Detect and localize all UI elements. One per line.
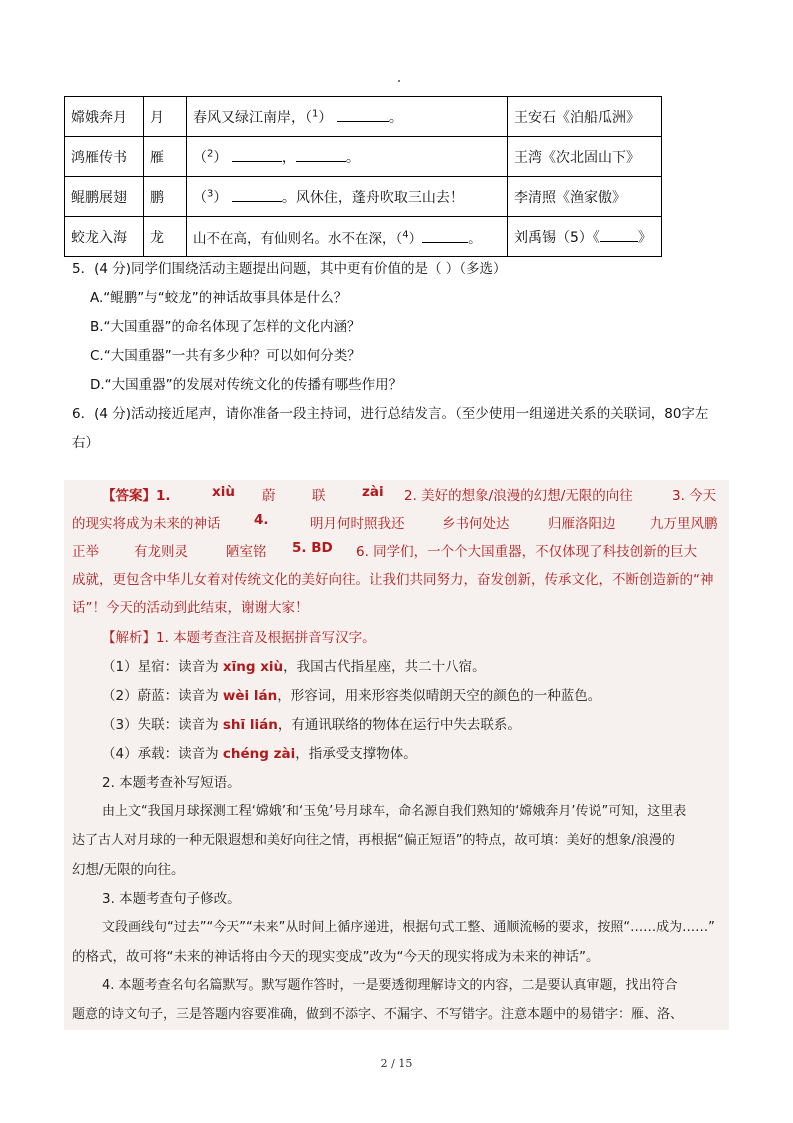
answer-blank[interactable] <box>232 147 282 162</box>
analysis-heading: 【解析】1. 本题考查注音及根据拼音写汉字。 <box>102 630 376 646</box>
answer-label: 【答案】1. <box>102 488 171 504</box>
table-cell: 王湾《次北固山下》 <box>508 137 662 177</box>
table-row <box>65 217 662 257</box>
table-cell: 春风又绿江南岸，（$^1$） 。 <box>187 97 508 137</box>
answer-text: 话”！今天的活动到此结束，谢谢大家！ <box>72 600 309 616</box>
table-cell: 刘禹锡（5）《 》 <box>508 217 662 257</box>
answer-item: 6. 同学们，一个个大国重器，不仅体现了科技创新的巨大 <box>356 544 698 560</box>
answer-item: 有龙则灵 <box>134 544 188 560</box>
table-cell: （$^3$） 。风休住，蓬舟吹取三山去！ <box>187 177 508 217</box>
answer-item: 归雁洛阳边 <box>548 516 616 532</box>
answer-item: zài <box>362 484 384 500</box>
answer-blank[interactable] <box>600 227 638 242</box>
option-b[interactable]: B.“大国重器”的命名体现了怎样的文化内涵？ <box>90 319 361 335</box>
answer-item: 九万里风鹏 <box>650 516 718 532</box>
page-mark <box>398 80 400 82</box>
answer-item: 3. 今天 <box>672 488 717 504</box>
option-d[interactable]: D.“大国重器”的发展对传统文化的传播有哪些作用？ <box>90 377 403 393</box>
answer-item: 联 <box>312 488 326 504</box>
analysis-text: 幻想/无限的向往。 <box>72 862 185 878</box>
analysis-text: 达了古人对月球的一种无限遐想和美好向往之情，再根据“偏正短语”的特点，故可填：美好的想象/浪漫的 <box>72 833 675 848</box>
answer-blank[interactable] <box>422 228 468 243</box>
table-cell: 月 <box>144 97 187 137</box>
table-cell: 王安石《泊船瓜洲》 <box>508 97 662 137</box>
table-row <box>65 177 662 217</box>
table-cell: 嫦娥奔月 <box>65 97 144 137</box>
poem-table <box>64 96 662 257</box>
question-5-stem: 5．(4 分)同学们围绕活动主题提出问题，其中更有价值的是（ ）（多选） <box>72 261 507 277</box>
table-cell: 山不在高，有仙则名。水不在深，（$^4$） 。 <box>187 217 508 257</box>
answer-item: 4. <box>254 512 269 528</box>
analysis-text: （3）失联：读音为 shī lián，有通讯联络的物体在运行中失去联系。 <box>102 717 521 733</box>
answer-blank[interactable] <box>337 107 389 122</box>
answer-item: 陋室铭 <box>226 544 267 560</box>
analysis-heading: 3. 本题考查句子修改。 <box>102 891 241 907</box>
table-cell: 雁 <box>144 137 187 177</box>
analysis-text: 题意的诗文句子，三是答题内容要准确，做到不添字、不漏字、不写错字。注意本题中的易错字：雁、洛、 <box>72 1007 684 1022</box>
question-6-line: 右） <box>72 435 99 451</box>
table-cell: 李清照《渔家傲》 <box>508 177 662 217</box>
table-cell: 鸿雁传书 <box>65 137 144 177</box>
table-cell: 鹏 <box>144 177 187 217</box>
table-cell: 龙 <box>144 217 187 257</box>
option-c[interactable]: C.“大国重器”一共有多少种？可以如何分类？ <box>90 348 361 364</box>
answer-item: xiù <box>212 484 235 500</box>
answer-item: 2. 美好的想象/浪漫的幻想/无限的向往 <box>404 488 633 504</box>
answer-item: 乡书何处达 <box>442 516 510 532</box>
page-number: 2 / 15 <box>380 1057 413 1070</box>
analysis-heading: 4. 本题考查名句名篇默写。默写题作答时，一是要透彻理解诗文的内容，二是要认真审题，找出符合 <box>102 978 678 993</box>
answer-item: 明月何时照我还 <box>310 516 405 532</box>
table-cell: （$^2$） ， 。 <box>187 137 508 177</box>
answer-blank[interactable] <box>232 187 282 202</box>
analysis-text: （1）星宿：读音为 xīng xiù，我国古代指星座，共二十八宿。 <box>102 659 486 675</box>
analysis-text: 的格式，故可将“未来的神话将由今天的现实变成”改为“今天的现实将成为未来的神话”。 <box>72 949 600 965</box>
answer-item: 蔚 <box>262 488 276 504</box>
answer-item: 的现实将成为未来的神话 <box>72 516 221 532</box>
answer-blank[interactable] <box>296 147 346 162</box>
option-a[interactable]: A.“鲲鹏”与“蛟龙”的神话故事具体是什么？ <box>90 290 348 306</box>
analysis-text: 由上文“我国月球探测工程‘嫦娥’和‘玉兔’号月球车，命名源自我们熟知的‘嫦娥奔月’传说”可知，这里表 <box>102 804 687 819</box>
table-row <box>65 97 662 137</box>
table-row <box>65 137 662 177</box>
table-cell: 鲲鹏展翅 <box>65 177 144 217</box>
analysis-text: （4）承载：读音为 chéng zài，指承受支撑物体。 <box>102 746 417 762</box>
answer-item: 5. BD <box>292 540 333 556</box>
table-cell: 蛟龙入海 <box>65 217 144 257</box>
question-6-line: 6．(4 分)活动接近尾声，请你准备一段主持词，进行总结发言。（至少使用一组递进关系的关联词，80字左 <box>72 406 709 422</box>
analysis-heading: 2. 本题考查补写短语。 <box>102 775 241 791</box>
answer-item: 正举 <box>72 544 99 560</box>
analysis-text: 文段画线句“过去”“今天”“未来”从时间上循序递进，根据句式工整、通顺流畅的要求，按照“……成为……” <box>102 920 715 935</box>
analysis-text: （2）蔚蓝：读音为 wèi lán，形容词，用来形容类似晴朗天空的颜色的一种蓝色。 <box>102 688 602 704</box>
answer-text: 成就，更包含中华儿女着对传统文化的美好向往。让我们共同努力，奋发创新，传承文化，不断创造新的“神 <box>72 572 714 588</box>
